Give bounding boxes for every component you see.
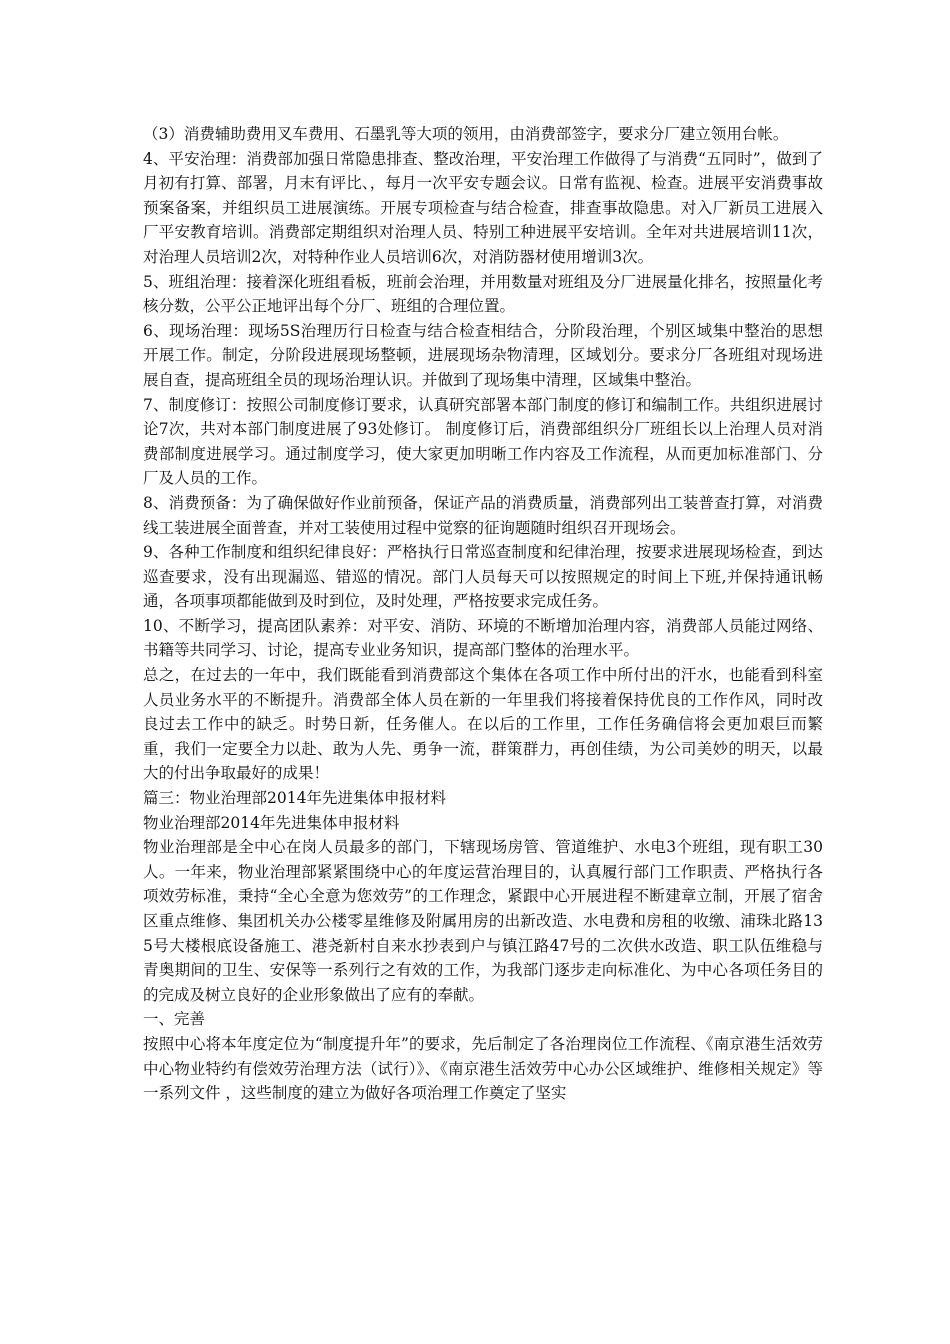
section-heading-improve: 一、完善 [143, 1010, 206, 1029]
paragraph-site-management: 6、现场治理：现场5S治理历行日检查与结合检查相结合，分阶段治理，个别区域集中整治的思想开展工作。制定，分阶段进展现场整顿，进展现场杂物清理，区域划分。要求分厂各班组对现场进展自查，提高班组全员的现场治理认识。并做到了现场集中清理，区域集中整治。 [143, 321, 823, 389]
paragraph-team-management: 5、班组治理：接着深化班组看板，班前会治理，并用数量对班组及分厂进展量化排名，按照量化考核分数，公平公正地评出每个分厂、班组的合理位置。 [143, 272, 823, 316]
paragraph-production-preparation: 8、消费预备：为了确保做好作业前预备，保证产品的消费质量，消费部列出工装普查打算，对消费线工装进展全面普查，并对工装使用过程中觉察的征询题随时组织召开现场会。 [143, 493, 823, 537]
paragraph-system-improvement: 按照中心将本年度定位为“制度提升年”的要求，先后制定了各治理岗位工作流程、《南京港生活效劳中心物业特约有偿效劳治理方法（试行）》、《南京港生活效劳中心办公区域维护、维修相关规定》等一系列文件 ，这些制度的建立为做好各项治理工作奠定了坚实 [143, 1034, 823, 1103]
paragraph-auxiliary-costs: （3）消费辅助费用叉车费用、石墨乳等大项的领用，由消费部签字，要求分厂建立领用台帐。 [143, 125, 789, 143]
section-heading-part-three: 篇三：物业治理部2014年先进集体申报材料 [143, 789, 446, 808]
paragraph-continuous-learning: 10、不断学习，提高团队素养：对平安、消防、环境的不断增加治理内容，消费部人员能过网络、书籍等共同学习、讨论，提高专业业务知识，提高部门整体的治理水平。 [143, 616, 823, 660]
paragraph-department-overview: 物业治理部是全中心在岗人员最多的部门，下辖现场房管、管道维护、水电3个班组，现有职工30人。一年来，物业治理部紧紧围绕中心的年度运营治理目的，认真履行部门工作职责、严格执行各项效劳标准，秉持“全心全意为您效劳”的工作理念，紧跟中心开展进程不断建章立制，开展了宿舍区重点维修、集团机关办公楼零星维修及附属用房的出新改造、水电费和房租的收缴、浦珠北路135号大楼根底设备施工、港尧新村自来水抄表到户与镇江路47号的二次供水改造、职工队伍维稳与青奥期间的卫生、安保等一系列行之有效的工作，为我部门逐步走向标准化、为中心各项任务目的的完成及树立良好的企业形象做出了应有的奉献。 [143, 838, 823, 1004]
paragraph-summary: 总之，在过去的一年中，我们既能看到消费部这个集体在各项工作中所付出的汗水，也能看到科室人员业务水平的不断提升。消费部全体人员在新的一年里我们将接着保持优良的工作作风，同时改良过去工作中的缺乏。时势日新，任务催人。在以后的工作里，工作任务确信将会更加艰巨而繁重，我们一定要全力以赴、敢为人先、勇争一流，群策群力，再创佳绩，为公司美妙的明天，以最大的付出争取最好的成果！ [143, 666, 823, 783]
paragraph-work-discipline: 9、各种工作制度和组织纪律良好：严格执行日常巡查制度和纪律治理，按要求进展现场检查，到达巡查要求，没有出现漏巡、错巡的情况。部门人员每天可以按照规定的时间上下班,并保持通讯畅通，各项事项都能做到及时到位，及时处理，严格按要求完成任务。 [143, 543, 823, 611]
document-subtitle: 物业治理部2014年先进集体申报材料 [143, 813, 400, 832]
paragraph-safety-management: 4、平安治理：消费部加强日常隐患排查、整改治理，平安治理工作做得了与消费“五同时”，做到了月初有打算、部署，月末有评比、，每月一次平安专题会议。日常有监视、检查。进展平安消费事故预案备案，并组织员工进展演练。开展专项检查与结合检查，排查事故隐患。对入厂新员工进展入厂平安教育培训。消费部定期组织对治理人员、特别工种进展平安培训。全年对共进展培训11次，对治理人员培训2次，对特种作业人员培训6次，对消防器材使用增训3次。 [143, 149, 823, 266]
document-body [143, 122, 823, 1106]
paragraph-system-revision: 7、制度修订：按照公司制度修订要求，认真研究部署本部门制度的修订和编制工作。共组织进展讨论7次，共对本部门制度进展了93处修订。 制度修订后，消费部组织分厂班组长以上治理人员对消费部制度进展学习。通过制度学习，使大家更加明晰工作内容及工作流程，从而更加标准部门、分厂及人员的工作。 [143, 395, 823, 488]
